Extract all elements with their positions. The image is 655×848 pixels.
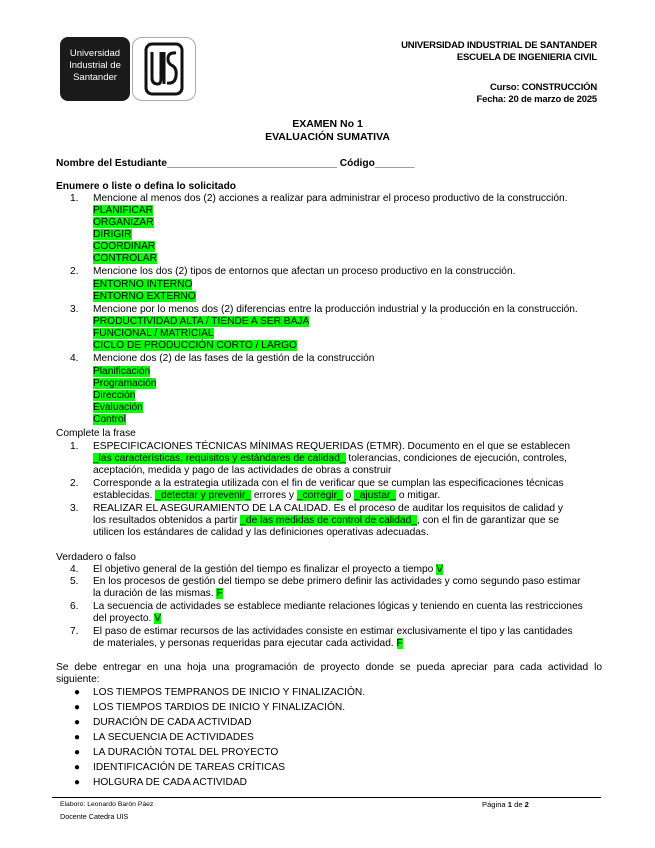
list-item: HOLGURA DE CADA ACTIVIDAD [93,777,247,788]
bullet-icon: ● [74,762,81,773]
question-text-line: _las características, requisitos y estándares de calidad_ tolerancias, condiciones de ejecución, controles, [93,453,567,464]
answer-item: Planificación [93,366,151,377]
fill-blank-answer: _corregir_ [296,490,343,501]
deliverable-intro-line: siguiente: [56,674,100,685]
question-number: 4. [70,564,79,575]
question-text: El paso de estimar recursos de las actividades consiste en estimar exclusivamente el tipo y las cantidades [93,626,573,637]
question-text: La secuencia de actividades se establece mediante relaciones lógicas y teniendo en cuenta las restricciones [93,601,583,612]
exam-subtitle: EVALUACIÓN SUMATIVA [265,131,390,143]
student-name-line: Nombre del Estudiante______________________________ Código_______ [56,158,415,169]
question-text-line: establecidas. _detectar y prevenir_ errores y _corregir_ o _ajustar_ o mitigar. [93,490,441,501]
header-school: ESCUELA DE INGENIERIA CIVIL [456,52,597,63]
question-number: 1. [70,193,79,204]
true-false-answer: F [396,638,403,649]
question-text-line: del proyecto. V [93,613,161,624]
fill-blank-answer: _las características, requisitos y estándares de calidad_ [93,453,346,464]
deliverable-intro: Se debe entregar en una hoja una programación de proyecto donde se pueda apreciar para cada actividad lo [56,662,602,673]
question-number: 7. [70,626,79,637]
fill-blank-answer: _de las medidas de control de calidad_ [240,515,417,526]
question-number: 2. [70,478,79,489]
true-false-answer: V [436,564,443,575]
question-text: REALIZAR EL ASEGURAMIENTO DE LA CALIDAD. Es el proceso de auditar los requisitos de calidad y [93,503,563,514]
question-number: 4. [70,353,79,364]
footer-page-number: Página 1 de 2 [482,800,529,809]
header-date: Fecha: 20 de marzo de 2025 [476,94,597,105]
question-number: 1. [70,441,79,452]
question-number: 6. [70,601,79,612]
answer-item: DIRIGIR [93,229,132,240]
question-text: Mencione los dos (2) tipos de entornos que afectan un proceso productivo en la construcción. [93,266,516,277]
question-number: 5. [70,576,79,587]
answer-item: Control [93,414,126,425]
uis-seal-logo [132,37,196,101]
answer-item: PLANIFICAR [93,205,154,216]
answer-item: COORDINAR [93,241,156,252]
question-text-line: la duración de las mismas. F [93,588,223,599]
fill-blank-answer: _detectar y prevenir_ [155,490,251,501]
uis-seal-icon [133,38,195,100]
question-text: En los procesos de gestión del tiempo se debe primero definir las actividades y como segundo paso estimar [93,576,581,587]
true-false-answer: F [216,588,223,599]
list-item: LA SECUENCIA DE ACTIVIDADES [93,732,254,743]
section1-heading: Enumere o liste o defina lo solicitado [56,181,237,192]
logo-line: Industrial de [69,60,121,71]
list-item: DURACIÓN DE CADA ACTIVIDAD [93,717,252,728]
university-logo [60,37,130,101]
bullet-icon: ● [74,717,81,728]
exam-title: EXAMEN No 1 [292,118,363,130]
footer-divider [52,797,601,798]
question-text-line: utilicen los estándares de calidad y las definiciones operativas adecuadas. [93,527,429,538]
footer-author: Elaboró: Leonardo Barón Páez [60,801,154,808]
list-item: LOS TIEMPOS TARDIOS DE INICIO Y FINALIZACIÓN. [93,702,346,713]
footer-role: Docente Catedra UIS [60,812,129,821]
answer-item: CONTROLAR [93,253,157,264]
section3-heading: Verdadero o falso [56,552,136,563]
true-false-answer: V [154,613,161,624]
question-text: Mencione dos (2) de las fases de la gestión de la construcción [93,353,375,364]
question-text-line: los resultados obtenidos a partir _de las medidas de control de calidad_, con el fin de garantizar que se [93,515,560,526]
answer-item: Programación [93,378,157,389]
answer-item: FUNCIONAL / MATRICIAL [93,328,214,339]
bullet-icon: ● [74,777,81,788]
question-number: 3. [70,304,79,315]
answer-item: CICLO DE PRODUCCIÓN CORTO / LARGO [93,340,297,351]
header-university: UNIVERSIDAD INDUSTRIAL DE SANTANDER [401,40,597,51]
question-text: Corresponde a la estrategia utilizada con el fin de verificar que se cumplan las especificaciones técnicas [93,478,564,489]
answer-item: ENTORNO EXTERNO [93,291,196,302]
answer-item: PRODUCTIVIDAD ALTA / TIENDE A SER BAJA [93,316,310,327]
answer-item: Evaluación [93,402,143,413]
list-item: LOS TIEMPOS TEMPRANOS DE INICIO Y FINALIZACIÓN. [93,687,366,698]
answer-item: ORGANIZAR [93,217,154,228]
question-text-line: aceptación, medida y pago de las actividades de obras a construir [93,465,392,476]
bullet-icon: ● [74,687,81,698]
bullet-icon: ● [74,747,81,758]
question-number: 2. [70,266,79,277]
logo-line: Santander [73,72,117,83]
list-item: LA DURACIÓN TOTAL DEL PROYECTO [93,747,279,758]
question-text: Mencione al menos dos (2) acciones a realizar para administrar el proceso productivo de la construcción. [93,193,568,204]
section2-heading: Complete la frase [56,428,136,439]
answer-item: Dirección [93,390,136,401]
question-text: ESPECIFICACIONES TÉCNICAS MÍNIMAS REQUERIDAS (ETMR). Documento en el que se establecen [93,441,571,452]
header-course: Curso: CONSTRUCCIÓN [489,82,597,93]
bullet-icon: ● [74,702,81,713]
question-number: 3. [70,503,79,514]
question-text-line: de materiales, y personas requeridas para ejecutar cada actividad. F [93,638,403,649]
bullet-icon: ● [74,732,81,743]
fill-blank-answer: _ajustar_ [354,490,396,501]
answer-item: ENTORNO INTERNO [93,279,193,290]
question-text: El objetivo general de la gestión del tiempo es finalizar el proyecto a tiempo V [93,564,443,575]
question-text: Mencione por lo menos dos (2) diferencias entre la producción industrial y la producción en la construcción. [93,304,578,315]
list-item: IDENTIFICACIÓN DE TAREAS CRÍTICAS [93,762,286,773]
logo-line: Universidad [69,48,121,59]
